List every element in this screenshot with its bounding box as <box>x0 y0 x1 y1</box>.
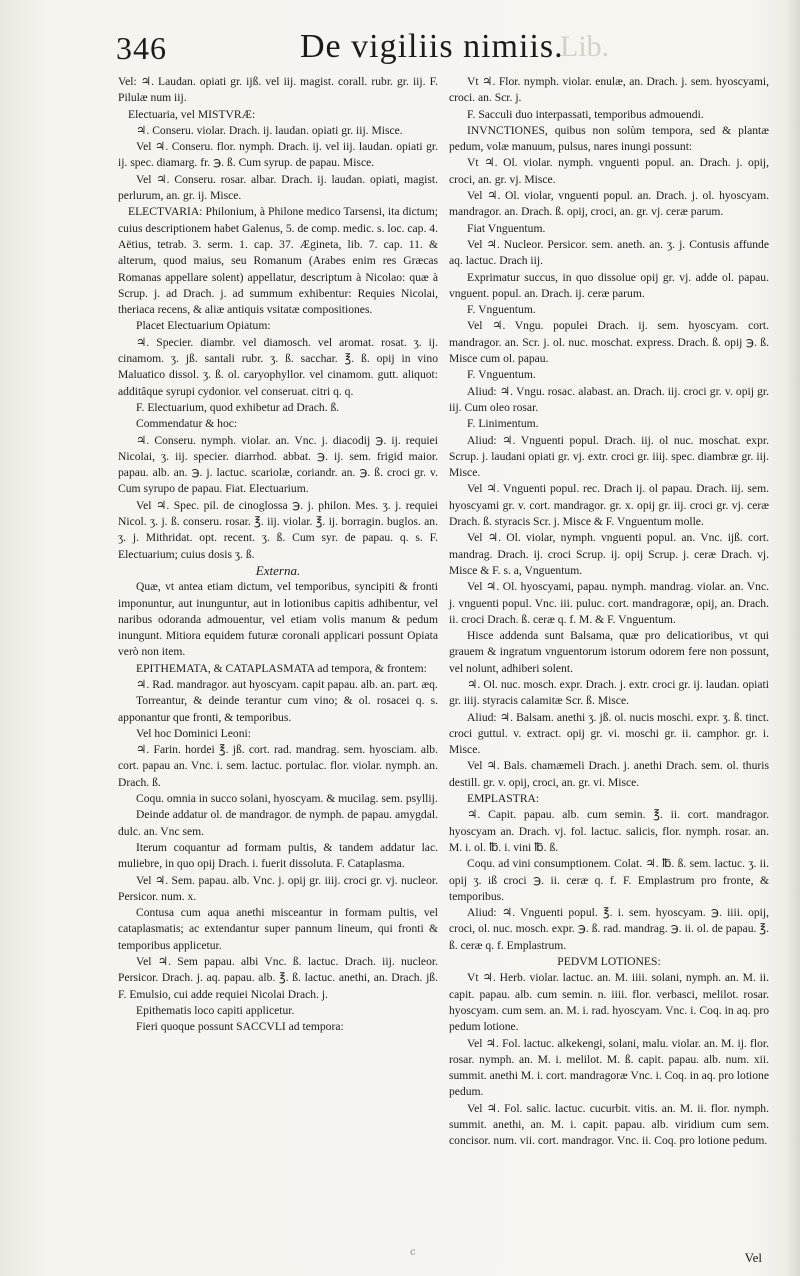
text-paragraph: Contusa cum aqua anethi misceantur in formam pultis, vel cataplasmatis; ac extendantur super pannum lineum, qui fronti & temporibus applicetur. <box>118 906 438 952</box>
running-title: De vigiliis nimiis. <box>300 28 564 65</box>
right-text-column <box>449 74 769 1246</box>
text-paragraph: Epithematis loco capiti applicetur. <box>136 1003 295 1017</box>
text-paragraph: EMPLASTRA: <box>467 792 540 806</box>
text-paragraph: Vt ♃. Flor. nymph. violar. enulæ, an. Drach. j. sem. hyoscyami, croci. an. Scr. j. <box>449 75 769 105</box>
text-paragraph: Vt ♃. Ol. violar. nymph. vnguenti popul. an. Drach. j. opij, croci, an. gr. vj. Misce. <box>449 156 769 186</box>
text-paragraph: Fieri quoque possunt SACCVLI ad tempora: <box>136 1020 344 1034</box>
text-paragraph: F. Vnguentum. <box>467 368 536 382</box>
text-paragraph: ♃. Ol. nuc. mosch. expr. Drach. j. extr. croci gr. ij. laudan. opiati gr. iiij. styracis calamitæ Scr. ß. Misce. <box>449 677 769 708</box>
text-paragraph: F. Electuarium, quod exhibetur ad Drach. ß. <box>136 400 340 414</box>
section-heading: Externa. <box>255 562 301 578</box>
text-paragraph: Vel ♃. Ol. hyoscyami, papau. nymph. mandrag. violar. an. Vnc. j. vnguenti popul. Vnc. iii. puluc. cort. mandragoræ, opij, an. Drach. ii. croci Drach. ß. ceræ q. f. M. & F. Vnguentum. <box>449 580 769 626</box>
text-paragraph: Vel ♃. Conseru. rosar. albar. Drach. ij. laudan. opiati, magist. perlurum, an. gr. ij. Misce. <box>118 172 438 203</box>
page-number: 346 <box>116 30 167 66</box>
text-paragraph: Vel ♃. Conseru. flor. nymph. Drach. ij. vel iij. laudan. opiati gr. ij. spec. diamarg. fr. ℈. ß. Cum syrup. de papau. Misce. <box>118 140 438 170</box>
text-paragraph: Coqu. omnia in succo solani, hyoscyam. & mucilag. sem. psyllij. <box>136 792 438 806</box>
catchword: Vel <box>744 1250 762 1265</box>
text-paragraph: ♃. Capit. papau. alb. cum semin. ℥. ii. cort. mandragor. hyoscyam an. Drach. vj. fol. lactuc. salicis, flor. nymph. rosar. an. M. i. ol. ℔. i. vini ℔. ß. <box>449 808 769 854</box>
page-mark: c <box>410 1247 416 1258</box>
text-paragraph: Electuaria, vel MISTVRÆ: <box>128 107 256 121</box>
text-paragraph: Vel ♃. Sem. papau. alb. Vnc. j. opij gr. iiij. croci gr. vj. nucleor. Persicor. num. x. <box>118 873 438 903</box>
text-paragraph: F. Vnguentum. <box>467 303 536 317</box>
text-paragraph: Vel: ♃. Laudan. opiati gr. ijß. vel iij. magist. corall. rubr. gr. iij. F. Pilulæ num iij. <box>118 75 438 105</box>
text-paragraph: Vel ♃. Bals. chamæmeli Drach. j. anethi Drach. sem. ol. thuris destill. gr. v. opij, croci, an. gr. vi. Misce. <box>449 759 769 789</box>
text-paragraph: Vt ♃. Herb. violar. lactuc. an. M. iiii. solani, nymph. an. M. ii. capit. papau. alb. cum semin. n. iiii. flor. verbasci, melilot. rosar. hyoscyam. cum sem. an. M. i. rad. hyoscyam. Vnc. i. Coq. in aq. pro pedum lotione. <box>449 971 769 1034</box>
text-paragraph: Exprimatur succus, in quo dissolue opij gr. vj. adde ol. papau. vnguent. popul. an. Drach. ij. ceræ parum. <box>449 270 769 300</box>
text-paragraph: ♃. Farin. hordei ℥. jß. cort. rad. mandrag. sem. hyosciam. alb. cort. papau an. Vnc. i. sem. lactuc. portulac. flor. violar. nymph. an. Drach. ß. <box>118 743 438 789</box>
text-paragraph: Vel ♃. Vngu. populei Drach. ij. sem. hyoscyam. cort. mandragor. an. Scr. j. ol. nuc. moschat. express. Drach. ß. opij ℈. ß. Misce cum ol. papau. <box>449 319 769 366</box>
text-paragraph: ♃. Conseru. nymph. violar. an. Vnc. j. diacodij ℈. ij. requiei Nicolai, ʒ. iij. specier. diarrhod. abbat. ℈. ij. sem. frigid maior. papau. alb. an. ℈. j. lactuc. scariolæ, coriandr. an. ℈. ß. croci gr. v. Cum syrupo de papau. Fiat. Electuarium. <box>118 433 438 496</box>
text-paragraph: Vel ♃. Sem papau. albi Vnc. ß. lactuc. Drach. iij. nucleor. Persicor. Drach. j. aq. papau. alb. ℥. ß. lactuc. anethi, an. Drach. jß. F. Emulsio, cui adde requiei Nicolai Drach. j. <box>118 955 438 1001</box>
text-paragraph: ♃. Specier. diambr. vel diamosch. vel aromat. rosat. ʒ. ij. cinamom. ʒ. jß. santali rubr. ʒ. ß. sacchar. ℥. ß. opij in vino Maluatico dissol. ʒ. ß. ol. caryophyllor. vel cinamom. gutt. aliquot: additâque syrupi cydonior. vel conseruat. citri q. q. <box>118 335 438 398</box>
page-edge-shadow <box>786 0 800 1276</box>
page-header <box>110 24 750 76</box>
text-paragraph: Vel ♃. Ol. violar, vnguenti popul. an. Drach. j. ol. hyoscyam. mandragor. an. Drach. ß. opij, croci, an. gr. vj. ceræ parum. <box>449 189 769 219</box>
text-paragraph: EPITHEMATA, & CATAPLASMATA ad tempora, & frontem: <box>136 661 427 675</box>
bleed-through-title: Lib. <box>560 30 610 63</box>
left-text-column <box>118 74 438 1246</box>
text-paragraph: Hisce addenda sunt Balsama, quæ pro delicatioribus, vt qui grauem & ingratum vnguentorum istorum odorem fere non possunt, vel nolunt, adhiberi solent. <box>449 629 769 675</box>
text-paragraph: Coqu. ad vini consumptionem. Colat. ♃. ℔. ß. sem. lactuc. ʒ. ii. opij ʒ. iß croci ℈. ii. ceræ q. f. F. Emplastrum pro fronte, & temporibus. <box>449 857 769 903</box>
text-paragraph: ♃. Conseru. violar. Drach. ij. laudan. opiati gr. iij. Misce. <box>136 123 403 137</box>
text-paragraph: F. Sacculi duo interpassati, temporibus admouendi. <box>467 107 704 121</box>
text-paragraph: Vel ♃. Fol. lactuc. alkekengi, solani, malu. violar. an. M. ij. flor. rosar. nymph. an. M. i. melilot. M. ß. capit. papau. alb. num. xii. summit. anethi M. i. cort. mandragoræ Vnc. i. Coq. in aq. pro lotione pedum. <box>449 1036 769 1099</box>
text-paragraph: Vel ♃. Spec. pil. de cinoglossa ℈. j. philon. Mes. ʒ. j. requiei Nicol. ʒ. j. ß. conseru. rosar. ℥. iij. violar. ℥. ij. borragin. buglos. an. ʒ. j. Mithridat. opt. recent. ʒ. ß. Cum syr. de papau. q. s. F. Electuarium; cuius dosis ʒ. ß. <box>118 498 438 561</box>
text-paragraph: Aliud: ♃. Balsam. anethi ʒ. jß. ol. nucis moschi. expr. ʒ. ß. tinct. croci guttul. v. extract. opij gr. vi. moschi gr. ii. camphor. gr. i. Misce. <box>449 710 769 757</box>
text-paragraph: Torreantur, & deinde terantur cum vino; & ol. rosacei q. s. apponantur que fronti, & temporibus. <box>118 694 438 724</box>
text-paragraph: Vel ♃. Vnguenti popul. rec. Drach ij. ol papau. Drach. iij. sem. hyoscyami gr. v. cort. mandragor. gr. x. opij gr. iij. croci gr. vj. ceræ Drach. ß. styracis Scr. j. Misce & F. Vnguentum molle. <box>449 482 769 529</box>
text-paragraph: ♃. Rad. mandragor. aut hyoscyam. capit papau. alb. an. part. æq. <box>136 677 438 691</box>
text-paragraph: Quæ, vt antea etiam dictum, vel temporibus, syncipiti & fronti imponuntur, aut inunguntur, aut in lotionibus capitis adhibentur, vel naribus odoranda admouentur, vel etiam volis manum & pedum inungunt. Mitiora equidem futuræ coronali applicari possunt Opiata verò non item. <box>118 580 438 659</box>
text-paragraph: Deinde addatur ol. de mandragor. de nymph. de papau. amygdal. dulc. an. Vnc sem. <box>118 808 438 838</box>
text-paragraph: F. Linimentum. <box>467 417 539 431</box>
text-paragraph: Iterum coquantur ad formam pultis, & tandem addatur lac. muliebre, in quo opij Drach. i. fuerit dissoluta. F. Cataplasma. <box>118 840 438 871</box>
text-paragraph: INVNCTIONES, quibus non solùm tempora, sed & plantæ pedum, volæ manuum, pulsus, nares inungi possunt: <box>449 123 769 154</box>
text-paragraph: Aliud: ♃. Vnguenti popul. ℥. i. sem. hyoscyam. ℈. iiii. opij, croci, ol. nuc. mosch. expr. ℈. ß. rad. mandrag. ℈. ii. ol. de papau. ℥. ß. ceræ q. f. Emplastrum. <box>449 906 769 952</box>
text-paragraph: PEDVM LOTIONES: <box>557 955 661 969</box>
text-paragraph: ELECTVARIA: Philonium, à Philone medico Tarsensi, ita dictum; cuius descriptionem habet Galenus, 5. de comp. medic. s. loc. cap. 4. Aëtius, tetrab. 3. serm. 1. cap. 37. Ægineta, lib. 7. cap. 11. & alterum, quod maius, seu Romanum (Arabes enim res Græcas Romanas appellare solent) appellatur, descriptum à Nicolao: quæ à Scrup. j. ad Drach. j. ad summum exhibentur: Requies Nicolai, theriaca recens, & aliæ antiquis vsitatæ compositiones. <box>118 205 438 317</box>
text-paragraph: Vel ♃. Ol. violar, nymph. vnguenti popul. an. Vnc. ijß. cort. mandrag. Drach. ij. croci Scrup. ij. opij Scrup. j. ceræ Drach. vj. Misce & F. s. a, Vnguentum. <box>449 531 769 577</box>
text-paragraph: Vel hoc Dominici Leoni: <box>136 726 251 740</box>
text-paragraph: Fiat Vnguentum. <box>467 221 546 235</box>
text-paragraph: Aliud: ♃. Vnguenti popul. Drach. iij. ol nuc. moschat. expr. Scrup. j. laudani opiati gr. vj. extr. croci gr. iiij. spec. diambræ gr. iij. Misce. <box>449 433 769 480</box>
text-paragraph: Vel ♃. Fol. salic. lactuc. cucurbit. vitis. an. M. ii. flor. nymph. summit. anethi, an. M. i. capit. papau. alb. viridium cum sem. concisor. num. vii. cort. mandragor. Vnc. ii. Coq. pro lotione pedum. <box>449 1101 769 1148</box>
text-paragraph: Aliud: ♃. Vngu. rosac. alabast. an. Drach. iij. croci gr. v. opij gr. iij. Cum oleo rosar. <box>449 384 769 414</box>
text-paragraph: Placet Electuarium Opiatum: <box>136 319 271 333</box>
text-paragraph: Commendatur & hoc: <box>136 417 238 431</box>
text-paragraph: Vel ♃. Nucleor. Persicor. sem. aneth. an. ʒ. j. Contusis affunde aq. lactuc. Drach iij. <box>449 237 769 268</box>
